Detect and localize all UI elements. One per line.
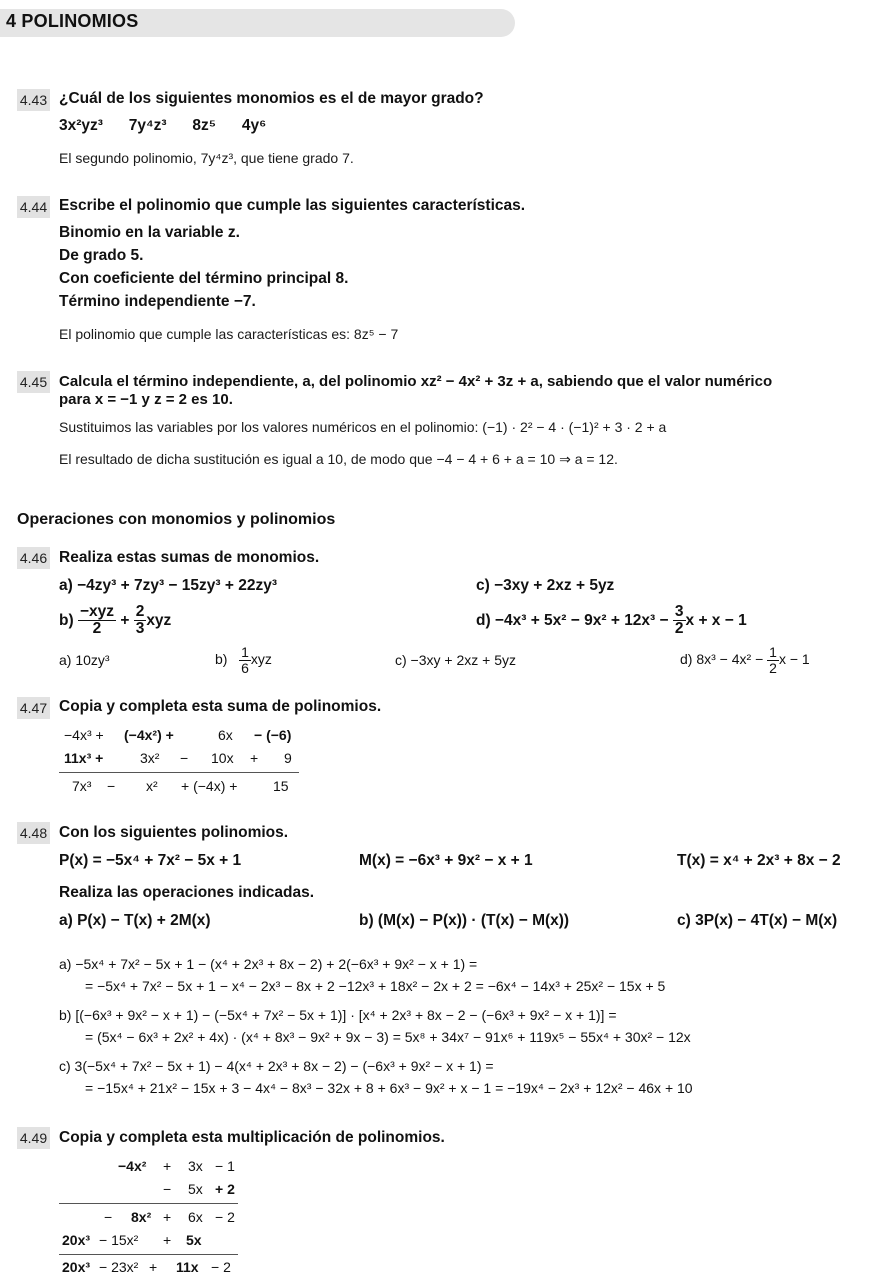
term: 9 [284, 750, 292, 766]
exercise-number: 4.46 [17, 547, 50, 569]
requirement-item: Con coeficiente del término principal 8. [59, 270, 349, 287]
sum-rule [59, 772, 299, 773]
answer-b-label: b) [215, 650, 228, 667]
term-filled: −4x² [118, 1158, 147, 1174]
answer-d [680, 645, 810, 675]
solution-c-line1: c) 3(−5x⁴ + 7x² − 5x + 1) − 4(x⁴ + 2x³ + 8x − 2) − (−6x³ + 9x² − x + 1) = [59, 1058, 494, 1074]
product-rule [59, 1254, 238, 1255]
operator: − [180, 750, 189, 766]
denominator: 2 [769, 659, 777, 676]
operator: − [104, 1209, 113, 1225]
term-filled: 11x³ + [64, 750, 104, 766]
numerator: −xyz [79, 603, 114, 620]
sum-b-label: b) [59, 611, 74, 629]
polynomial-T: T(x) = x⁴ + 2x³ + 8x − 2 [677, 852, 841, 869]
solution-a-line2: = −5x⁴ + 7x² − 5x + 1 − x⁴ − 2x³ − 8x + 2 −12x³ + 18x² − 2x + 2 = −6x⁴ − 14x³ + 25x² − 15x + 5 [85, 978, 666, 994]
sum-c: c) −3xy + 2xz + 5yz [476, 577, 615, 594]
plus-sign: + [120, 611, 130, 629]
operator: + [250, 750, 259, 766]
solution-b-line1: b) [(−6x³ + 9x² − x + 1) − (−5x⁴ + 7x² − 5x + 1)] · [x⁴ + 2x³ + 8x − 2 − (−6x³ + 9x² − x + 1)] = [59, 1007, 617, 1023]
numerator: 3 [674, 603, 684, 620]
polynomial-M: M(x) = −6x³ + 9x² − x + 1 [359, 852, 533, 869]
denominator: 2 [92, 620, 102, 638]
answer-b-tail: xyz [250, 650, 272, 667]
polynomial-P: P(x) = −5x⁴ + 7x² − 5x + 1 [59, 852, 242, 869]
exercise-question: ¿Cuál de los siguientes monomios es el de mayor grado? [59, 90, 484, 107]
fraction [767, 645, 779, 675]
term-filled: 20x³ [62, 1259, 91, 1275]
product-rule [59, 1203, 238, 1204]
answer-a: a) 10zy³ [59, 652, 110, 668]
exercise-question: Con los siguientes polinomios. [59, 824, 289, 841]
sum-d-head: d) −4x³ + 5x² − 9x² + 12x³ − [476, 611, 669, 629]
term-filled: 5x [186, 1232, 202, 1248]
answer-c: c) −3xy + 2xz + 5yz [395, 652, 516, 668]
term-filled: 11x [176, 1259, 199, 1275]
exercise-number: 4.48 [17, 822, 50, 844]
exercise-number: 4.44 [17, 196, 50, 218]
term: 10x [211, 750, 234, 766]
exercise-number: 4.47 [17, 697, 50, 719]
requirement-item: Término independiente −7. [59, 293, 256, 310]
exercise-answer: El segundo polinomio, 7y⁴z³, que tiene grado 7. [59, 150, 354, 166]
denominator: 6 [241, 659, 249, 676]
term: 3x [188, 1158, 203, 1174]
term: 6x [218, 727, 233, 743]
monomials-list: 3x²yz³ 7y⁴z³ 8z⁵ 4y⁶ [59, 117, 267, 134]
fraction [134, 604, 147, 638]
exercise-question: Copia y completa esta suma de polinomios. [59, 698, 382, 715]
term-filled: 8x² [131, 1209, 152, 1225]
fraction [673, 604, 686, 638]
exercise-question: Copia y completa esta multiplicación de polinomios. [59, 1129, 445, 1146]
term-filled: (−4x²) + [124, 727, 174, 743]
term: − 23x² [99, 1259, 139, 1275]
term: 15 [273, 778, 289, 794]
operator: − [163, 1181, 172, 1197]
term: − 15x² [99, 1232, 139, 1248]
exercise-number: 4.43 [17, 89, 50, 111]
numerator: 1 [241, 644, 249, 660]
exercise-answer: El polinomio que cumple las características es: 8z⁵ − 7 [59, 326, 399, 342]
term: − 1 [215, 1158, 235, 1174]
denominator: 3 [135, 620, 145, 638]
operation-b: b) (M(x) − P(x)) · (T(x) − M(x)) [359, 912, 570, 929]
exercise-question: Escribe el polinomio que cumple las siguientes características. [59, 197, 526, 214]
operator: + [163, 1209, 172, 1225]
numerator: 1 [769, 644, 777, 660]
operator: + [149, 1259, 158, 1275]
requirement-item: De grado 5. [59, 247, 144, 264]
answer-b [215, 645, 272, 675]
solution-c-line2: = −15x⁴ + 21x² − 15x + 3 − 4x⁴ − 8x³ − 32x + 8 + 6x³ − 9x² + x − 1 = −19x⁴ − 2x³ + 12x² − 46x + 10 [85, 1080, 693, 1096]
sum-d-tail: x + x − 1 [685, 611, 747, 629]
fraction [239, 645, 251, 675]
term: −4x³ + [64, 727, 104, 743]
operator: + [163, 1158, 172, 1174]
fraction [78, 604, 116, 638]
sum-d [476, 604, 747, 638]
operator: + [163, 1232, 172, 1248]
term: 3x² [140, 750, 160, 766]
answer-d-tail: x − 1 [778, 650, 810, 667]
term-filled: 20x³ [62, 1232, 91, 1248]
term-filled: + 2 [215, 1181, 235, 1197]
term: x² [146, 778, 158, 794]
term: − 2 [215, 1209, 235, 1225]
exercise-number: 4.49 [17, 1127, 50, 1149]
numerator: 2 [135, 603, 145, 620]
term-filled [181, 778, 237, 794]
exercise-question: Realiza estas sumas de monomios. [59, 549, 320, 566]
exercise-instruction: Realiza las operaciones indicadas. [59, 884, 315, 901]
exercise-number: 4.45 [17, 371, 50, 393]
section-title: Operaciones con monomios y polinomios [17, 511, 336, 528]
sum-b [59, 604, 171, 638]
sum-a: a) −4zy³ + 7zy³ − 15zy³ + 22zy³ [59, 577, 277, 594]
term: 7x³ [72, 778, 92, 794]
term-filled-text: + (−4x) + [181, 778, 238, 794]
term: 6x [188, 1209, 203, 1225]
monomial-tail: xyz [146, 611, 172, 629]
denominator: 2 [674, 620, 684, 638]
operation-c: c) 3P(x) − 4T(x) − M(x) [677, 912, 838, 929]
operator: − [107, 778, 116, 794]
operation-a: a) P(x) − T(x) + 2M(x) [59, 912, 211, 929]
exercise-question-continued: para x = −1 y z = 2 es 10. [59, 391, 233, 408]
exercise-answer: El resultado de dicha sustitución es igual a 10, de modo que −4 − 4 + 6 + a = 10 ⇒ a = 12. [59, 451, 618, 467]
requirement-item: Binomio en la variable z. [59, 224, 240, 241]
term-filled: − (−6) [254, 727, 292, 743]
answer-d-head: d) 8x³ − 4x² − [680, 650, 764, 667]
solution-a-line1: a) −5x⁴ + 7x² − 5x + 1 − (x⁴ + 2x³ + 8x − 2) + 2(−6x³ + 9x² − x + 1) = [59, 956, 478, 972]
chapter-title: 4 POLINOMIOS [6, 11, 139, 31]
solution-b-line2: = (5x⁴ − 6x³ + 2x² + 4x) · (x⁴ + 8x³ − 9x² + 9x − 3) = 5x⁸ + 34x⁷ − 91x⁶ + 119x⁵ − 55x⁴ + 30x² − 12x [85, 1029, 691, 1045]
exercise-question: Calcula el término independiente, a, del polinomio xz² − 4x² + 3z + a, sabiendo que el valor numérico [59, 373, 773, 390]
term: − 2 [211, 1259, 231, 1275]
exercise-answer: Sustituimos las variables por los valores numéricos en el polinomio: (−1) · 2² − 4 · (−1)² + 3 · 2 + a [59, 419, 667, 435]
term: 5x [188, 1181, 203, 1197]
